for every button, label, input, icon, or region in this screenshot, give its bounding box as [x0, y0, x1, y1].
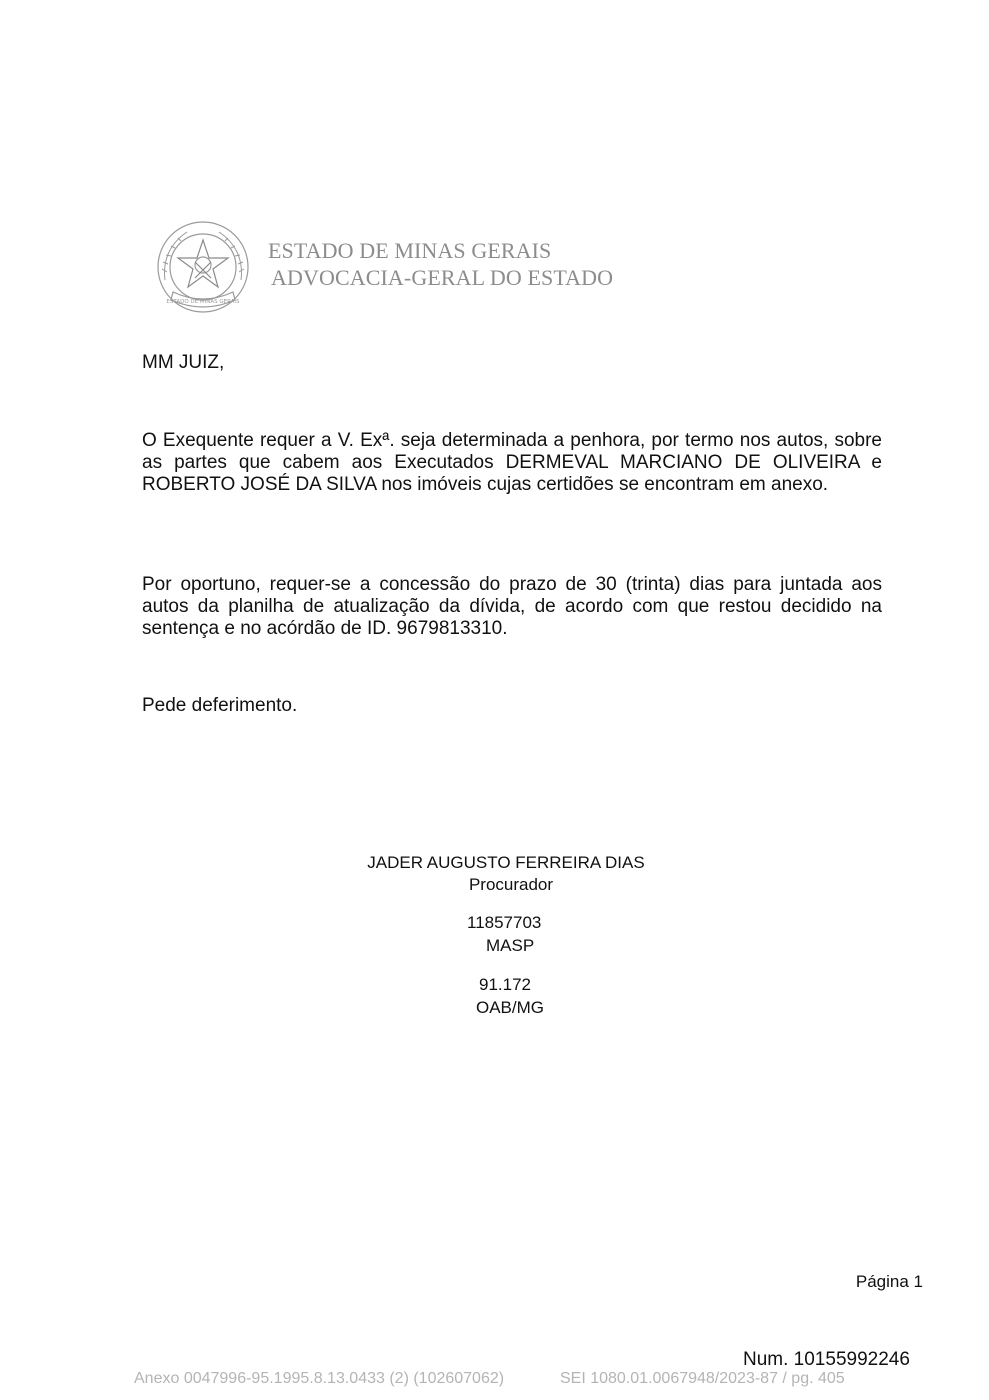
closing-remark: Pede deferimento.	[142, 695, 298, 716]
paragraph-request: O Exequente requer a V. Exª. seja determinada a penhora, por termo nos autos, sobre as partes que cabem aos Executados DERMEVAL MARCIANO DE OLIVEIRA e ROBERTO JOSÉ DA SILVA nos imóveis cujas certidões se encontram em anexo.	[142, 430, 882, 495]
signatory-name: JADER AUGUSTO FERREIRA DIAS	[367, 853, 645, 872]
signatory-role: Procurador	[468, 875, 554, 894]
coat-of-arms-icon	[155, 220, 251, 314]
seal-text: ESTADO DE MINAS GERAIS	[166, 299, 240, 305]
oab-number: 91.172	[479, 975, 531, 994]
header-state-name: ESTADO DE MINAS GERAIS	[268, 238, 552, 263]
masp-number: 11857703	[467, 913, 542, 932]
greeting: MM JUIZ,	[142, 352, 225, 373]
header-agency-name: ADVOCACIA-GERAL DO ESTADO	[271, 265, 614, 290]
oab-label: OAB/MG	[476, 998, 545, 1017]
masp-label: MASP	[486, 936, 535, 955]
page-number: Página 1	[855, 1272, 923, 1291]
document-number: Num. 10155992246	[743, 1349, 910, 1370]
paragraph-deadline: Por oportuno, requer-se a concessão do prazo de 30 (trinta) dias para juntada aos autos da planilha de atualização da dívida, de acordo com que restou decidido na sentença e no acórdão de ID. 9679813310.	[142, 574, 882, 639]
footer-annex-reference: Anexo 0047996-95.1995.8.13.0433 (2) (102607062)	[134, 1370, 505, 1387]
footer-sei-reference: SEI 1080.01.0067948/2023-87 / pg. 405	[560, 1370, 845, 1387]
